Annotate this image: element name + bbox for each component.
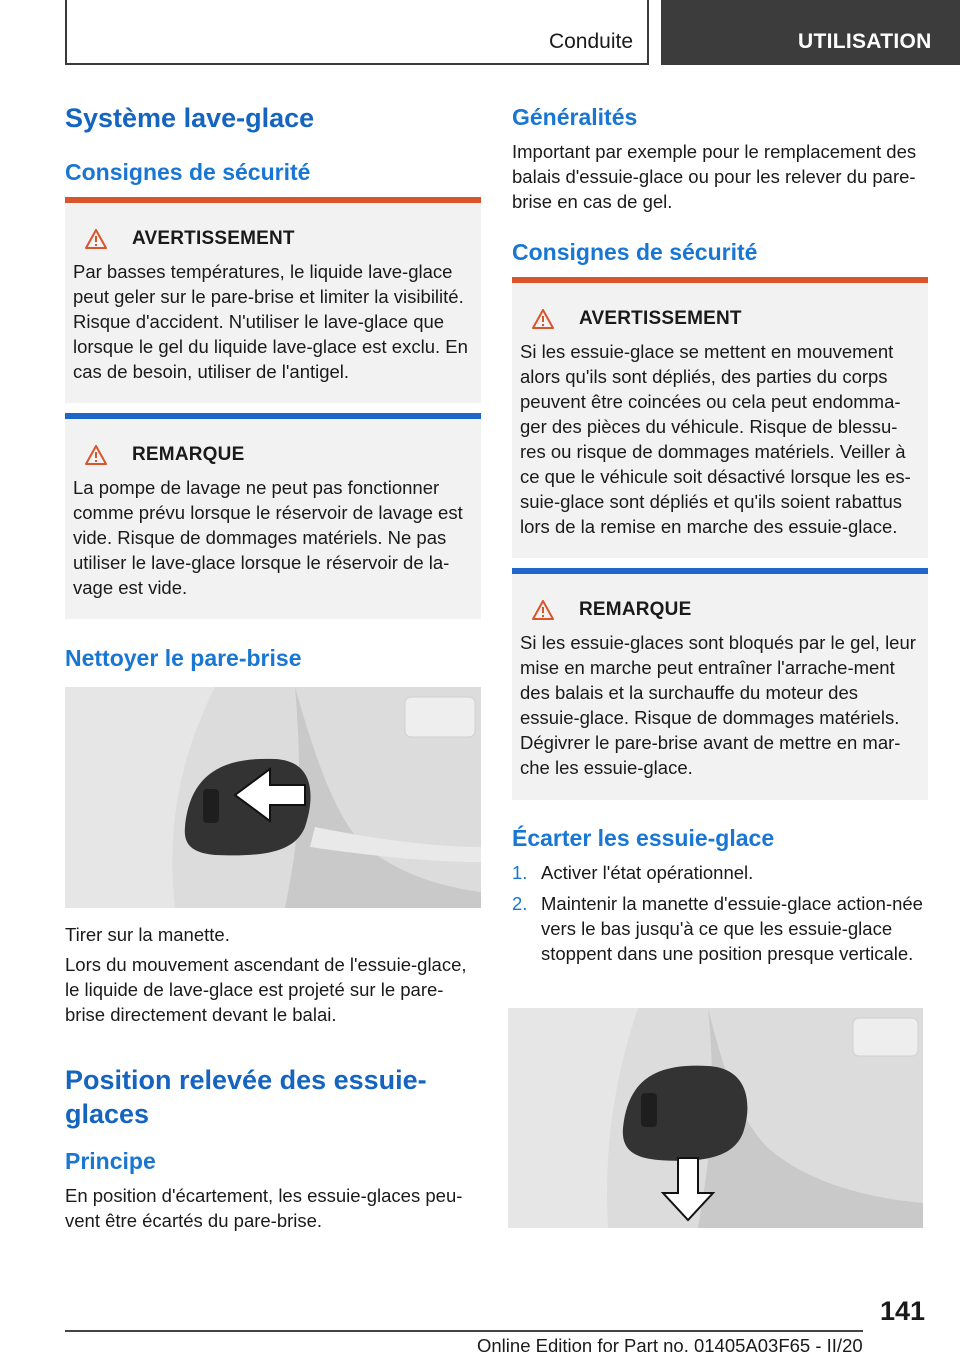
footer-edition: Online Edition for Part no. 01405A03F65 - II/20 — [477, 1335, 863, 1356]
safety-heading-right: Consignes de sécurité — [512, 239, 758, 265]
safety-heading-left: Consignes de sécurité — [65, 159, 311, 185]
raised-position-heading: Position relevée des essuie-glaces — [65, 1065, 427, 1129]
warning-triangle-icon — [532, 309, 554, 329]
step-number: 2. — [512, 893, 528, 914]
footer-divider — [65, 1330, 863, 1332]
note-box-left — [65, 413, 481, 619]
note-text: Si les essuie-glaces sont bloqués par le gel, leur mise en marche peut entraîner l'arrache-ment des balais et la surchauffe du moteur des essuie-glace. Risque de dommages matériels. Dégivrer le pare-brise avant de mettre en mar-che les essuie-glace. — [520, 632, 916, 778]
warning-text: Par basses températures, le liquide lave-glace peut geler sur le pare-brise et limiter la visibilité. Risque d'accident. N'utiliser le lave-glace que lorsque le gel du liquide lave-glace est exclu. En cas de besoin, utiliser de l'antigel. — [73, 261, 468, 382]
header-tab-conduite — [65, 0, 649, 65]
principle-heading: Principe — [65, 1148, 156, 1174]
wiper-lever-push-illustration — [508, 1008, 923, 1228]
list-item — [512, 860, 928, 885]
warning-box-right — [512, 277, 928, 558]
warning-text: Si les essuie-glace se mettent en mouvement alors qu'ils sont dépliés, des parties du corps peuvent être coincées ou cela peut endomma-ger des pièces du véhicule. Risque de blessu-res ou risque de dommages matériels. Veiller à ce que le véhicule soit désactivé lorsque les es-suie-glace sont dépliés et qu'ils soient rabattus lors de la remise en marche des essuie-glace. — [520, 341, 911, 537]
warning-triangle-icon — [532, 600, 554, 620]
general-text: Important par exemple pour le remplacement des balais d'essuie-glace ou pour les relever du pare-brise en cas de gel. — [512, 141, 917, 212]
clean-instruction: Tirer sur la manette. — [65, 924, 230, 945]
step-number: 1. — [512, 862, 528, 883]
warning-label: AVERTISSEMENT — [132, 228, 295, 249]
general-heading: Généralités — [512, 104, 638, 130]
header-tab-utilisation — [661, 0, 960, 65]
note-text: La pompe de lavage ne peut pas fonctionner comme prévu lorsque le réservoir de lavage est vide. Risque de dommages matériels. Ne pas utiliser le lave-glace lorsque le réservoir de la-vage est vide. — [73, 477, 463, 598]
fold-heading: Écarter les essuie-glace — [512, 825, 775, 851]
page-title: Système lave-glace — [65, 103, 315, 133]
note-label: REMARQUE — [132, 444, 245, 465]
clean-heading: Nettoyer le pare-brise — [65, 645, 302, 671]
header-section-label: Conduite — [548, 30, 633, 53]
list-item — [512, 891, 928, 966]
fold-steps-list — [512, 860, 928, 972]
principle-text: En position d'écartement, les essuie-glaces peu-vent être écartés du pare-brise. — [65, 1185, 463, 1231]
warning-label: AVERTISSEMENT — [579, 308, 742, 329]
note-box-right — [512, 568, 928, 800]
warning-triangle-icon — [85, 229, 107, 249]
step-text: Activer l'état opérationnel. — [541, 862, 754, 883]
note-label: REMARQUE — [579, 599, 692, 620]
header-chapter-label: UTILISATION — [798, 30, 932, 53]
page-number: 141 — [880, 1296, 926, 1326]
step-text: Maintenir la manette d'essuie-glace action-née vers le bas jusqu'à ce que les essuie-glace stoppent dans une position presque verticale. — [541, 893, 923, 964]
wiper-lever-pull-illustration — [65, 687, 481, 908]
warning-box-left — [65, 197, 481, 403]
clean-description: Lors du mouvement ascendant de l'essuie-glace, le liquide de lave-glace est projeté sur le pare-brise directement devant le balai. — [65, 954, 467, 1025]
warning-triangle-icon — [85, 445, 107, 465]
